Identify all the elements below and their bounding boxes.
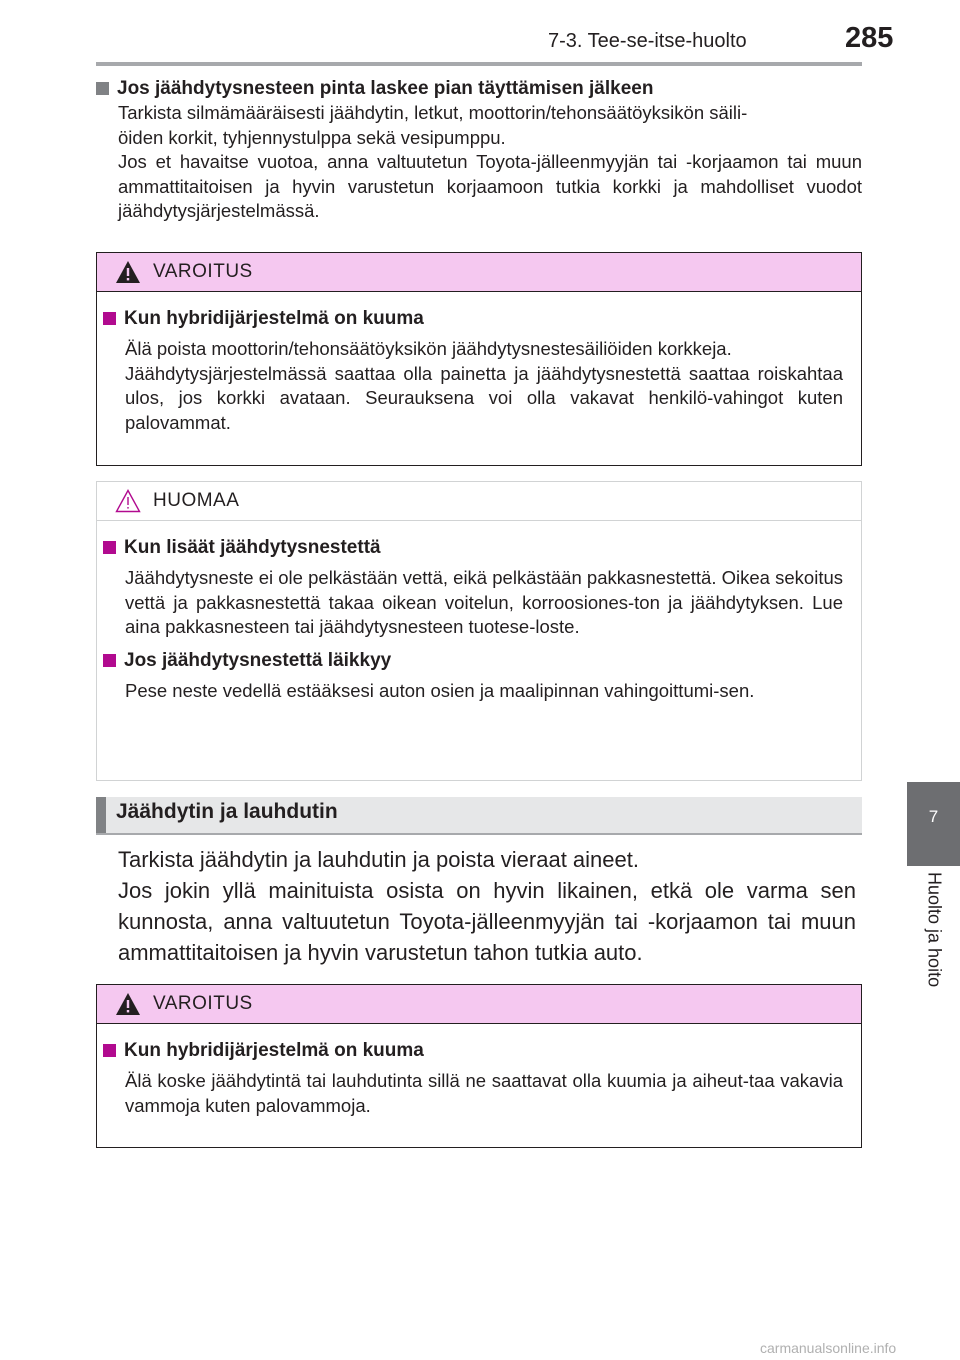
section-title: Jäähdytin ja lauhdutin: [116, 800, 338, 823]
notice-item1-heading-text: Kun lisäät jäähdytysnestettä: [124, 537, 381, 558]
warning-1-heading: [103, 306, 843, 331]
warning-box-2-body: [97, 1024, 861, 1118]
section-title-bar: [96, 797, 862, 835]
chapter-label-text: Huolto ja hoito: [924, 872, 944, 988]
watermark: carmanualsonline.info: [760, 1340, 897, 1356]
header-section-title: 7-3. Tee-se-itse-huolto: [548, 30, 747, 52]
warning-box-2-title: VAROITUS: [153, 993, 253, 1014]
radiator-line1: Tarkista jäähdytin ja lauhdutin ja poista vieraat aineet.: [118, 847, 639, 872]
notice-item2-heading-text: Jos jäähdytysnestettä läikkyy: [124, 649, 392, 671]
square-bullet-icon: [103, 541, 116, 554]
warning-triangle-icon: [115, 992, 141, 1016]
warning-1-line2: Jäähdytysjärjestelmässä saattaa olla painetta ja jäähdytysnestettä saattaa roiskahtaa ulos, jos korkki avataan. Seurauksena voi olla vakavat henkilö-vahingot kuten palovammat.: [125, 362, 843, 433]
coolant-level-section: [96, 76, 862, 224]
notice-box-title: HUOMAA: [153, 490, 240, 511]
notice-item1-text: Jäähdytysneste ei ole pelkästään vettä, eikä pelkästään pakkasnestettä. Oikea sekoitus vettä ja pakkasnestettä takaa oikean voitelun, korroosiones-ton ja jäähdytyksen. Lue aina pakkasnesteen tai jäähdytysnesteen tuotese-loste.: [125, 567, 843, 637]
warning-triangle-icon: [115, 260, 141, 284]
coolant-level-line3: Jos et havaitse vuotoa, anna valtuutetun Toyota-jälleenmyyjän tai -korjaamon tai muun ammattitaitoisen ja hyvin varustetun korjaamoon tutkia korkki ja mahdolliset vuodot jäähdytysjärjestelmässä.: [118, 151, 862, 221]
square-bullet-icon: [96, 82, 109, 95]
warning-box-1-header: [97, 253, 861, 292]
coolant-level-line1: Tarkista silmämääräisesti jäähdytin, letkut, moottorin/tehonsäätöyksikön säili-: [118, 102, 748, 123]
notice-box: [96, 481, 862, 781]
chapter-label: [907, 872, 960, 1012]
page-number: 285: [845, 22, 894, 54]
warning-box-2-header: [97, 985, 861, 1024]
warning-1-heading-text: Kun hybridijärjestelmä on kuuma: [124, 308, 424, 329]
warning-box-1-body: [97, 292, 861, 435]
warning-box-1: [96, 252, 862, 466]
warning-box-2: [96, 984, 862, 1148]
caution-triangle-icon: [115, 489, 141, 513]
notice-item1-heading: [103, 535, 843, 560]
warning-2-heading-text: Kun hybridijärjestelmä on kuuma: [124, 1040, 424, 1061]
section-title-marker: [96, 797, 106, 833]
warning-box-1-title: VAROITUS: [153, 261, 253, 282]
warning-2-heading: [103, 1038, 843, 1063]
notice-item2-text: Pese neste vedellä estääksesi auton osien ja maalipinnan vahingoittumi-sen.: [125, 679, 755, 701]
warning-2-text: Älä koske jäähdytintä tai lauhdutinta sillä ne saattavat olla kuumia ja aiheut-taa vakavia vammoja kuten palovammoja.: [125, 1070, 843, 1116]
coolant-level-heading-text: Jos jäähdytysnesteen pinta laskee pian täyttämisen jälkeen: [117, 78, 654, 99]
header-rule: [96, 62, 862, 66]
notice-item2-heading: [103, 648, 843, 673]
warning-1-line1: Älä poista moottorin/tehonsäätöyksikön jäähdytysnestesäiliöiden korkkeja.: [125, 338, 732, 359]
notice-box-header: [97, 482, 861, 521]
radiator-line2: Jos jokin yllä mainituista osista on hyvin likainen, etkä ole varma sen kunnosta, anna valtuutetun Toyota-jälleenmyyjän tai -korjaamon tai muun ammattitaitoisen ja hyvin varustetun tahon tutkia auto.: [118, 878, 856, 965]
radiator-instructions: [118, 844, 856, 968]
square-bullet-icon: [103, 1044, 116, 1057]
notice-box-body: [97, 521, 861, 703]
square-bullet-icon: [103, 654, 116, 667]
chapter-tab[interactable]: 7: [907, 782, 960, 866]
square-bullet-icon: [103, 312, 116, 325]
coolant-level-line2: öiden korkit, tyhjennystulppa sekä vesipumppu.: [118, 126, 506, 148]
coolant-level-heading: [96, 76, 862, 101]
